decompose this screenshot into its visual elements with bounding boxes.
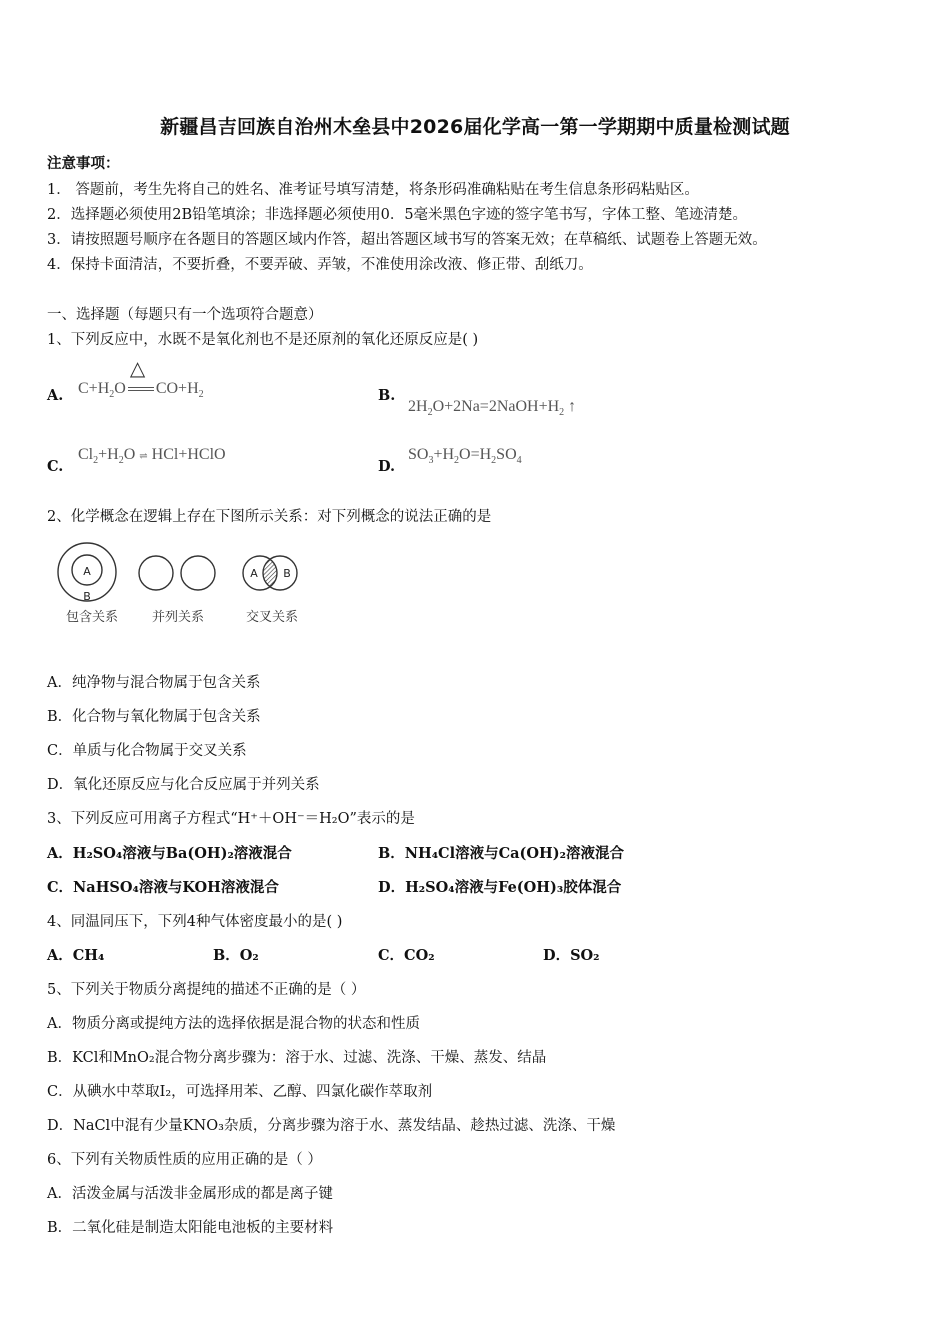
notice-item-2: 2．选择题必须使用2B铅笔填涂；非选择题必须使用0．5毫米黑色字迹的签字笔书写，字体工整、笔迹清楚。: [47, 207, 748, 223]
q1-option-d-label: D.: [378, 458, 396, 475]
q5-option-b: B．KCl和MnO₂混合物分离步骤为：溶于水、过滤、洗涤、干燥、蒸发、结晶: [47, 1050, 547, 1066]
q5-option-c: C．从碘水中萃取I₂，可选择用苯、乙醇、四氯化碳作萃取剂: [47, 1084, 433, 1100]
q3-option-a: A．H₂SO₄溶液与Ba(OH)₂溶液混合: [47, 845, 292, 862]
heating-triangle-icon: △: [129, 358, 146, 380]
q4-option-c: C．CO₂: [378, 947, 435, 964]
caption-contain: 包含关系: [65, 610, 119, 625]
q1-option-a-formula: $C+H_2O$ △ $CO+H_2$: [78, 358, 204, 401]
q1-stem: 1、下列反应中，水既不是氧化剂也不是还原剂的氧化还原反应是( ): [47, 332, 479, 348]
q1-option-b-label: B.: [378, 387, 396, 404]
circle-label-b: B: [83, 590, 91, 603]
q4-option-b: B．O₂: [213, 947, 259, 964]
q2-option-b: B．化合物与氧化物属于包含关系: [47, 709, 261, 725]
circle-label-a: A: [83, 565, 91, 578]
q1-option-d-formula: $SO_3+H_2O=H_2SO_4$: [408, 446, 522, 467]
q3-option-b: B．NH₄Cl溶液与Ca(OH)₂溶液混合: [378, 845, 624, 862]
q3-stem: 3、下列反应可用离子方程式“H⁺＋OH⁻＝H₂O”表示的是: [47, 811, 415, 827]
concept-relation-diagram: [52, 540, 312, 630]
q4-option-a: A．CH₄: [47, 947, 105, 964]
cross-relation-figure: [243, 556, 298, 625]
q2-stem: 2、化学概念在逻辑上存在下图所示关系：对下列概念的说法正确的是: [47, 509, 492, 525]
contain-relation-figure: [58, 543, 118, 625]
q3-option-c: C．NaHSO₄溶液与KOH溶液混合: [47, 879, 279, 896]
q2-option-d: D．氧化还原反应与化合反应属于并列关系: [47, 777, 320, 793]
cross-label-a: A: [250, 567, 258, 580]
section-heading: 一、选择题（每题只有一个选项符合题意）: [47, 307, 323, 323]
q1-option-a-label: A.: [47, 387, 64, 404]
q4-option-d: D．SO₂: [543, 947, 600, 964]
parallel-relation-figure: [139, 556, 215, 625]
q6-stem: 6、下列有关物质性质的应用正确的是（ ）: [47, 1152, 322, 1168]
q2-option-a: A．纯净物与混合物属于包含关系: [47, 675, 261, 691]
notice-item-3: 3．请按照题号顺序在各题目的答题区域内作答，超出答题区域书写的答案无效；在草稿纸、试题卷上答题无效。: [47, 232, 767, 248]
q1-option-b-formula: $2H_2O+2Na=2NaOH+H_2$ ↑: [408, 398, 577, 419]
q2-option-c: C．单质与化合物属于交叉关系: [47, 743, 247, 759]
q5-option-d: D．NaCl中混有少量KNO₃杂质，分离步骤为溶于水、蒸发结晶、趁热过滤、洗涤、干燥: [47, 1118, 616, 1134]
q1-option-c-label: C.: [47, 458, 64, 475]
cross-label-b: B: [283, 567, 291, 580]
caption-parallel: 并列关系: [151, 610, 205, 625]
q1-option-c-formula: $Cl_2+H_2O$ ⇌ HCl+HClO: [78, 446, 226, 467]
page-title: 新疆昌吉回族自治州木垒县中2026届化学高一第一学期期中质量检测试题: [160, 116, 790, 138]
q4-stem: 4、同温同压下，下列4种气体密度最小的是( ): [47, 914, 343, 930]
q6-option-a: A．活泼金属与活泼非金属形成的都是离子键: [47, 1186, 333, 1202]
caption-cross: 交叉关系: [245, 610, 299, 625]
q3-option-d: D．H₂SO₄溶液与Fe(OH)₃胶体混合: [378, 879, 622, 896]
q5-option-a: A．物质分离或提纯方法的选择依据是混合物的状态和性质: [47, 1016, 420, 1032]
notice-item-1: 1． 答题前，考生先将自己的姓名、准考证号填写清楚，将条形码准确粘贴在考生信息条形码粘贴区。: [47, 182, 699, 198]
notice-item-4: 4．保持卡面清洁，不要折叠，不要弄破、弄皱，不准使用涂改液、修正带、刮纸刀。: [47, 257, 593, 273]
q6-option-b: B．二氧化硅是制造太阳能电池板的主要材料: [47, 1220, 334, 1236]
q5-stem: 5、下列关于物质分离提纯的描述不正确的是（ ）: [47, 982, 366, 998]
notice-heading: 注意事项：: [47, 155, 120, 172]
